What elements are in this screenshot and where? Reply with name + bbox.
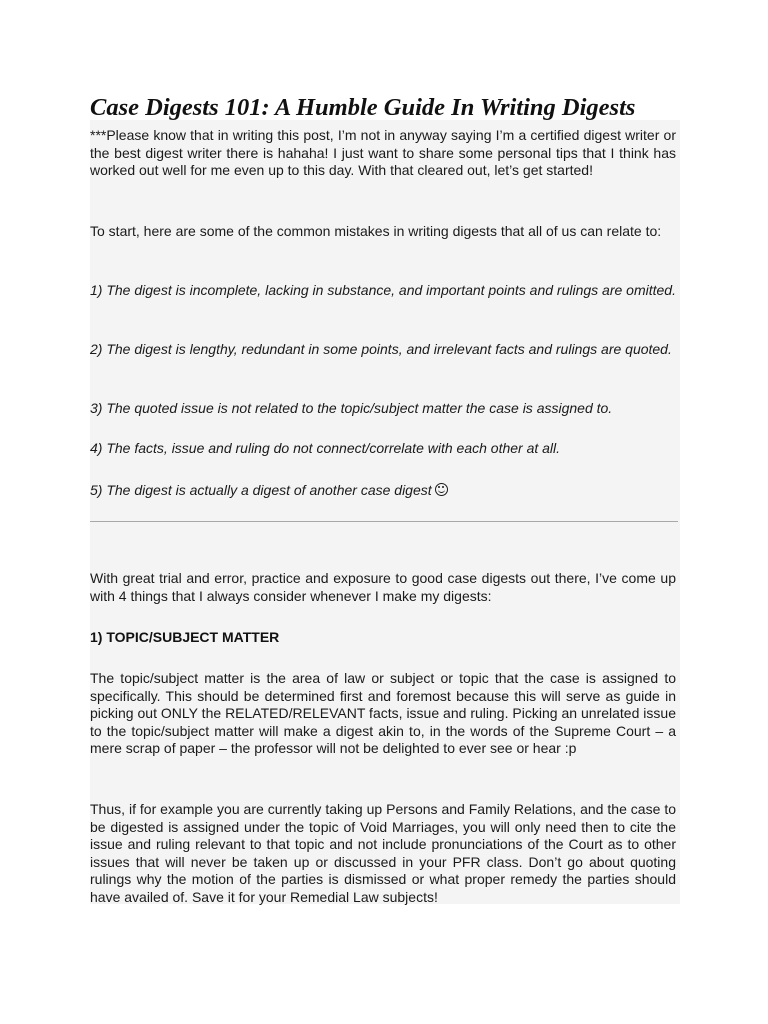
document-title: Case Digests 101: A Humble Guide In Writing Digests	[90, 94, 636, 121]
intro-paragraph: ***Please know that in writing this post, I’m not in anyway saying I’m a certified digest writer or the best digest writer there is hahaha! I just want to share some personal tips that I think has worked out well for me even up to this day. With that cleared out, let’s get started!	[90, 127, 676, 178]
mistake-item: 1) The digest is incomplete, lacking in substance, and important points and rulings are omitted.	[90, 282, 676, 298]
section-paragraph: The topic/subject matter is the area of law or subject or topic that the case is assigned to specifically. This should be determined first and foremost because this will serve as guide in picking out ONLY the RELATED/RELEVANT facts, issue and ruling. Picking an unrelated issue to the topic/subject matter will make a digest akin to, in the words of the Supreme Court – a mere scrap of paper – the professor will not be delighted to ever see or hear :p	[90, 670, 676, 756]
mistake-item-with-smiley	[90, 482, 676, 500]
mistake-item-text: 5) The digest is actually a digest of another case digest	[90, 482, 432, 498]
section-heading: 1) TOPIC/SUBJECT MATTER	[90, 629, 280, 645]
shaded-block-upper	[90, 120, 680, 532]
mistake-item: 3) The quoted issue is not related to the topic/subject matter the case is assigned to.	[90, 400, 613, 416]
smiley-face-icon	[435, 483, 448, 496]
section-paragraph: Thus, if for example you are currently taking up Persons and Family Relations, and the case to be digested is assigned under the topic of Void Marriages, you will only need then to cite the issue and ruling relevant to that topic and not include pronunciations of the Court as to other issues that will never be taken up or discussed in your PFR class. Don’t go about quoting rulings why the motion of the parties is dismissed or what proper remedy the parties should have availed of. Save it for your Remedial Law subjects!	[90, 801, 676, 905]
mistake-item: 4) The facts, issue and ruling do not connect/correlate with each other at all.	[90, 440, 561, 456]
things-intro-paragraph: With great trial and error, practice and exposure to good case digests out there, I’ve come up with 4 things that I always consider whenever I make my digests:	[90, 570, 676, 604]
mistake-item: 2) The digest is lengthy, redundant in some points, and irrelevant facts and rulings are quoted.	[90, 341, 672, 357]
mistakes-intro-paragraph: To start, here are some of the common mistakes in writing digests that all of us can relate to:	[90, 223, 662, 239]
section-divider	[90, 521, 678, 522]
